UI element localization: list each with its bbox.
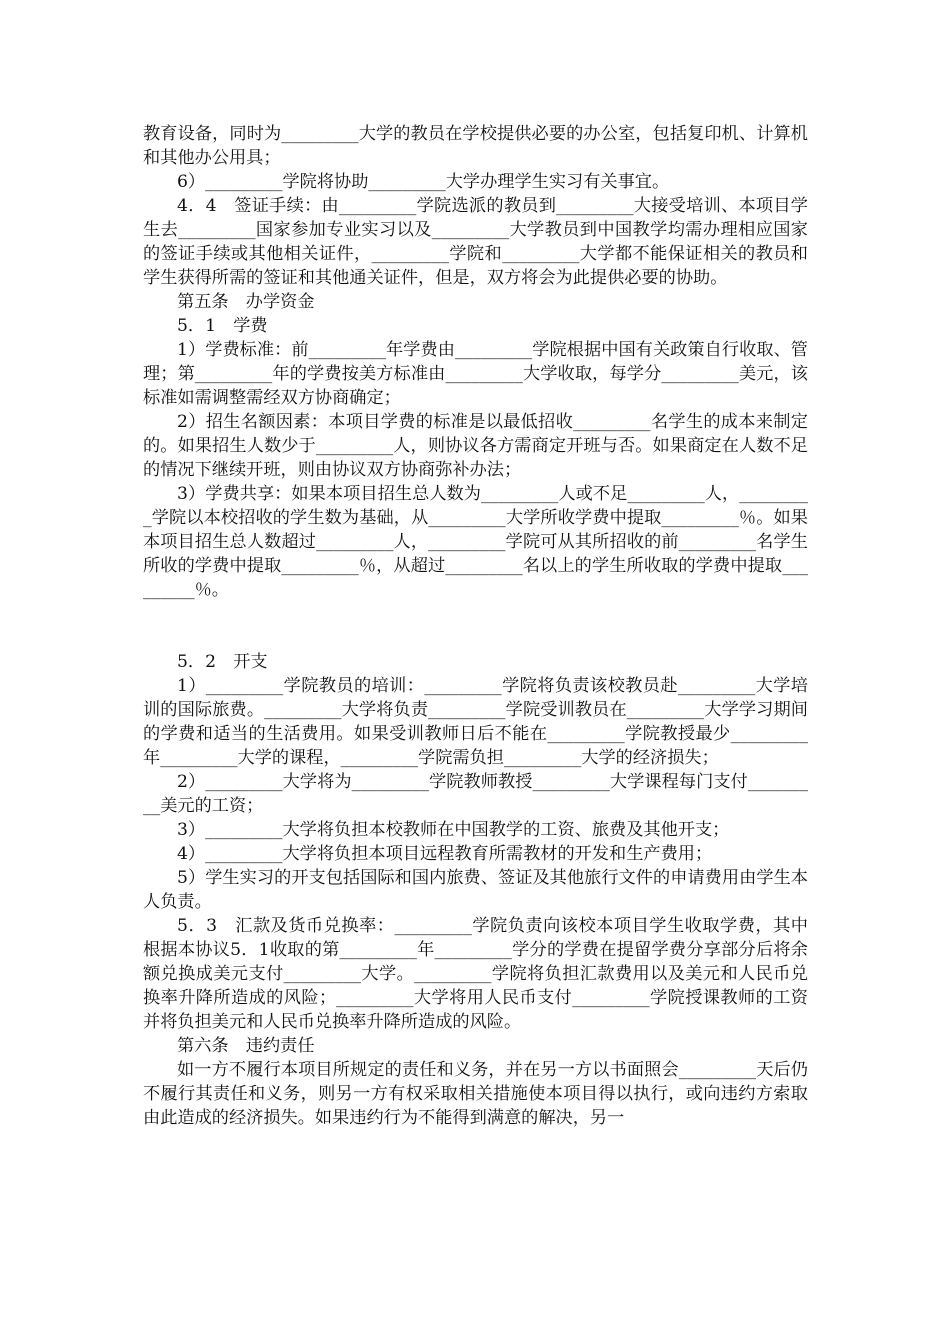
document-page xyxy=(143,122,808,1130)
paragraph: 3）学费共享：如果本项目招生总人数为_________人或不足_________人，_________学院以本校招收的学生数为基础，从_________大学所收学费中提取_________％。如果本项目招生总人数超过_________人，_________学院可从其所招收的前_________名学生所收的学费中提取_________％，从超过_________名以上的学生所收取的学费中提取_________％。 xyxy=(143,484,808,600)
subsection-heading: 5．1 学费 xyxy=(177,316,268,336)
paragraph: 2）_________大学将为_________学院教师教授_________大学课程每门支付_________美元的工资； xyxy=(143,772,808,816)
paragraph: 如一方不履行本项目所规定的责任和义务，并在另一方以书面照会_________天后仍不履行其责任和义务，则另一方有权采取相关措施使本项目得以执行，或向违约方索取由此造成的经济损失。如果违约行为不能得到满意的解决，另一 xyxy=(143,1060,808,1128)
paragraph: 1）_________学院教员的培训：_________学院将负责该校教员赴_________大学培训的国际旅费。_________大学将负责_________学院受训教员在_________大学学习期间的学费和适当的生活费用。如果受训教师日后不能在_________学院教授最少_________年_________大学的课程，_________学院需负担_________大学的经济损失； xyxy=(143,676,808,768)
section-heading: 第六条 违约责任 xyxy=(177,1036,315,1056)
section-heading: 第五条 办学资金 xyxy=(177,292,315,312)
subsection-heading: 5．2 开支 xyxy=(177,652,268,672)
paragraph: 教育设备，同时为_________大学的教员在学校提供必要的办公室，包括复印机、计算机和其他办公用具； xyxy=(143,124,808,168)
blank-space xyxy=(143,602,808,650)
paragraph: 5．3 汇款及货币兑换率：_________学院负责向该校本项目学生收取学费，其中根据本协议5．1收取的第_________年_________学分的学费在提留学费分享部分后将余额兑换成美元支付_________大学。_________学院将负担汇款费用以及美元和人民币兑换率升降所造成的风险；_________大学将用人民币支付_________学院授课教师的工资并将负担美元和人民币兑换率升降所造成的风险。 xyxy=(143,916,808,1032)
paragraph: 3）_________大学将负担本校教师在中国教学的工资、旅费及其他开支； xyxy=(177,820,730,840)
paragraph: 6）_________学院将协助_________大学办理学生实习有关事宜。 xyxy=(177,172,670,192)
paragraph: 1）学费标准：前_________年学费由_________学院根据中国有关政策自行收取、管理；第_________年的学费按美方标准由_________大学收取，每学分_________美元，该标准如需调整需经双方协商确定； xyxy=(143,340,808,408)
paragraph: 5）学生实习的开支包括国际和国内旅费、签证及其他旅行文件的申请费用由学生本人负责。 xyxy=(143,868,808,912)
paragraph: 4．4 签证手续：由_________学院选派的教员到_________大接受培训、本项目学生去_________国家参加专业实习以及_________大学教员到中国教学均需办理相应国家的签证手续或其他相关证件，_________学院和_________大学都不能保证相关的教员和学生获得所需的签证和其他通关证件，但是，双方将会为此提供必要的协助。 xyxy=(143,196,808,288)
paragraph: 4）_________大学将负担本项目远程教育所需教材的开发和生产费用； xyxy=(177,844,713,864)
paragraph: 2）招生名额因素：本项目学费的标准是以最低招收_________名学生的成本来制定的。如果招生人数少于_________人，则协议各方需商定开班与否。如果商定在人数不足的情况下继续开班，则由协议双方协商弥补办法； xyxy=(143,412,808,480)
